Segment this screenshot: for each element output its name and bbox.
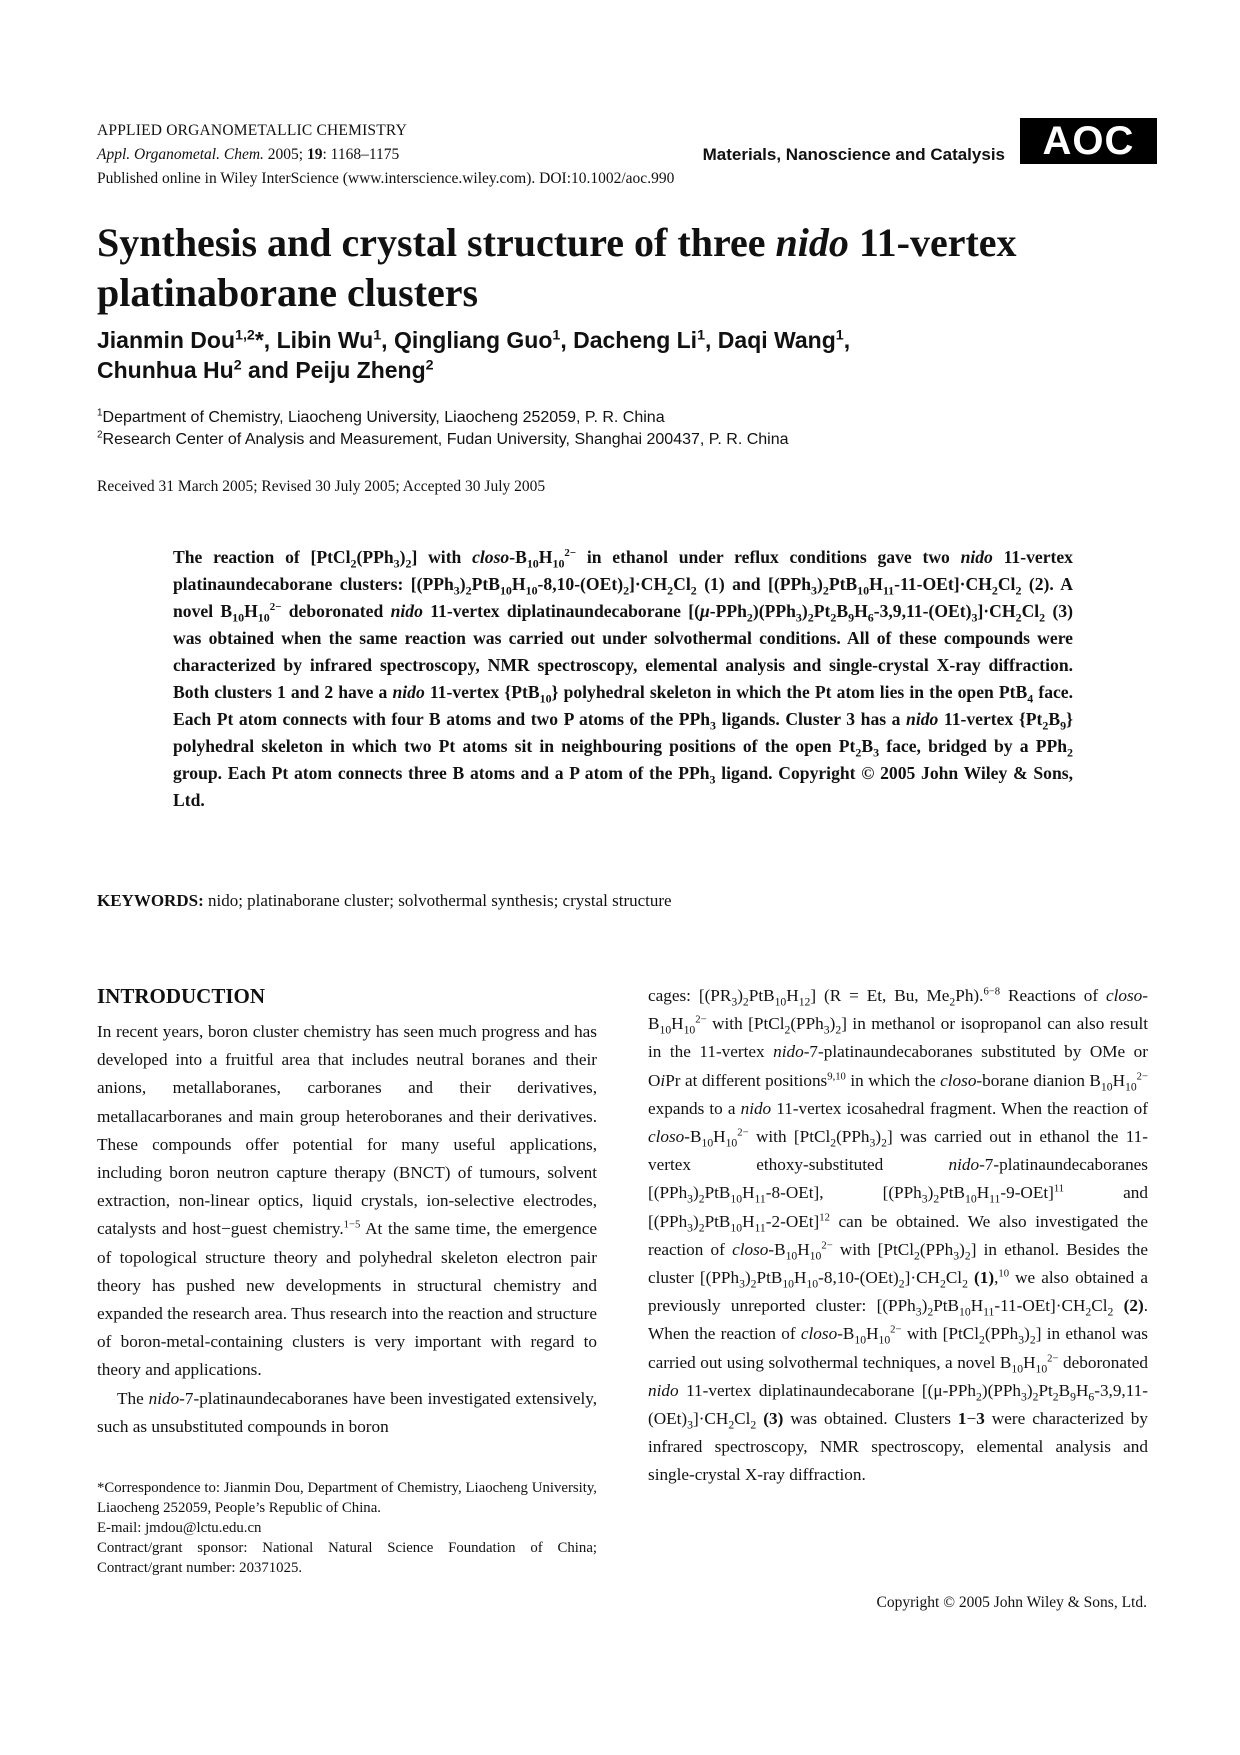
section-label: Materials, Nanoscience and Catalysis — [702, 145, 1005, 164]
correspondence: *Correspondence to: Jianmin Dou, Department of Chemistry, Liaocheng University, Liaocheng 252059, People’s Republic of China. — [97, 1480, 597, 1516]
intro-paragraph-2-cont: cages: $[(PR_3)_2PtB_{10}H_{12}] (R = Et$, Bu, $Me_2Ph).^{6-8}$ Reactions of closo-$B_{10}H_{10}^{2-}$ with $[PtCl_2(PPh_3)_2]$ in methanol or isopropanol can also result in the 11-vertex nido-7-platinaundecaboranes substituted by OMe or OiPr at different positions$^{9,10}$ in which the closo-borane dianion $B_{10}H_{10}^{2-}$ expands to a nido 11-vertex icosahedral fragment. When the reaction of closo-$B_{10}H_{10}^{2-}$ with $[PtCl_2(PPh_3)_2]$ was carried out in ethanol the 11-vertex ethoxy-substituted nido-7-platinaundecaboranes $[(PPh_3)_2PtB_{10}H_{11}-8-OEt]$, $[(PPh_3)_2PtB_{10}H_{11}-9-OEt]^{11}$ and $[(PPh_3)_2PtB_{10}H_{11}-2-OEt]^{12}$ can be obtained. We also investigated the reaction of closo-$B_{10}H_{10}^{2-}$ with $[PtCl_2(PPh_3)_2]$ in ethanol. Besides the cluster $[(PPh_3)_2PtB_{10}H_{10}-8,10-(OEt)_2]\cdot CH_2Cl_2$ (1),$^{10}$ we also obtained a previously unreported cluster: $[(PPh_3)_2PtB_{10}H_{11}-11-OEt]\cdot CH_2Cl_2$ (2). When the reaction of closo-$B_{10}H_{10}^{2-}$ with $[PtCl_2(PPh_3)_2]$ in ethanol was carried out using solvothermal techniques, a novel $B_{10}H_{10}^{2-}$ deboronated nido 11-vertex diplatinaundecaborane $[(\mu-PPh_2)(PPh_3)_2Pt_2B_9H_6-3,9,11-(OEt)_3]\cdot CH_2Cl_2$ (3) was obtained. Clusters 1−3 were characterized by infrared spectroscopy, NMR spectroscopy, elemental analysis and single-crystal X-ray diffraction. — [648, 986, 1149, 1485]
published-online: Published online in Wiley InterScience (www.interscience.wiley.com). DOI:10.1002/aoc.990 — [97, 170, 675, 187]
citation-volume: 19 — [306, 146, 323, 163]
section-heading: INTRODUCTION — [97, 984, 266, 1008]
masthead — [97, 119, 1157, 192]
affiliation-1: $^1$Department of Chemistry, Liaocheng University, Liaocheng 252059, P. R. China — [97, 407, 665, 426]
abstract: The reaction of $[PtCl_2(PPh_3)_2]$ with closo-$B_{10}H_{10}^{2-}$ in ethanol under reflux conditions gave two nido 11-vertex platinaundecaborane clusters: $[(PPh_3)_2PtB_{10}H_{10}-8,10-(OEt)_2]\cdot CH_2Cl_2$ (1) and $[(PPh_3)_2PtB_{10}H_{11}-11-OEt]\cdot CH_2Cl_2$ (2). A novel $B_{10}H_{10}^{2-}$ deboronated nido 11-vertex diplatinaundecaborane $[(\mu-PPh_2)(PPh_3)_2Pt_2B_9H_6-3,9,11-(OEt)_3]\cdot CH_2Cl_2$ (3) was obtained when the same reaction was carried out under solvothermal conditions. All of these compounds were characterized by infrared spectroscopy, NMR spectroscopy, elemental analysis and single-crystal X-ray diffraction. Both clusters 1 and 2 have a nido 11-vertex {PtB$_{10}$} polyhedral skeleton in which the Pt atom lies in the open PtB$_4$ face. Each Pt atom connects with four B atoms and two P atoms of the PPh$_3$ ligands. Cluster 3 has a nido 11-vertex $\{Pt_2B_9\}$ polyhedral skeleton in which two Pt atoms sit in neighbouring positions of the open $Pt_2B_3$ face, bridged by a PPh$_2$ group. Each Pt atom connects three B atoms and a P atom of the PPh$_3$ ligand. Copyright © 2005 John Wiley & Sons, Ltd. — [173, 547, 1074, 810]
footnote — [97, 1478, 597, 1578]
citation-year: 2005; — [267, 146, 307, 163]
citation — [97, 146, 399, 164]
author-name: Chunhua Hu — [97, 357, 234, 383]
citation-pages: : 1168–1175 — [322, 146, 400, 163]
copyright-footer: Copyright © 2005 John Wiley & Sons, Ltd. — [876, 1594, 1147, 1611]
author-name: Qingliang Guo — [393, 327, 553, 353]
author-list: Jianmin Dou$^{1,2}$*, Libin Wu$^1$, Qingliang Guo$^1$, Dacheng Li$^1$, Daqi Wang$^1$, Chunhua Hu$^2$ and Peiju Zheng$^2$ — [97, 327, 851, 383]
journal-logo: AOC — [1020, 118, 1157, 164]
author-name: Dacheng Li — [573, 327, 698, 353]
grant-info: Contract/grant sponsor: National Natural Science Foundation of China; Contract/grant number: 20371025. — [97, 1540, 597, 1576]
column-right — [648, 982, 1148, 1490]
citation-journal: Appl. Organometal. Chem. — [97, 146, 264, 163]
author-name: Libin Wu — [276, 327, 374, 353]
journal-name: APPLIED ORGANOMETALLIC CHEMISTRY — [97, 122, 407, 139]
email: E-mail: jmdou@lctu.edu.cn — [97, 1520, 262, 1536]
intro-paragraph-2: The nido-7-platinaundecaboranes have been investigated extensively, such as unsubstituted compounds in boron — [97, 1388, 597, 1436]
author-name: Daqi Wang — [717, 327, 836, 353]
column-left — [97, 982, 597, 1441]
article-dates: Received 31 March 2005; Revised 30 July 2005; Accepted 30 July 2005 — [97, 478, 546, 495]
affiliations — [97, 407, 789, 451]
article-title: Synthesis and crystal structure of three nido 11-vertex platinaborane clusters — [97, 220, 1017, 315]
keywords: KEYWORDS: nido; platinaborane cluster; solvothermal synthesis; crystal structure — [97, 891, 672, 910]
intro-paragraph-1: In recent years, boron cluster chemistry has seen much progress and has developed into a fruitful area that includes neutral boranes and their anions, metallaboranes, carboranes and their derivatives, metallacarboranes and main group heteroboranes and their derivatives. These compounds offer potential for many useful applications, including boron neutron capture therapy (BNCT) of tumours, solvent extraction, non-linear optics, liquid crystals, ion-selective electrodes, catalysts and host−guest chemistry.$^{1-5}$ At the same time, the emergence of topological structure theory and polyhedral skeleton electron pair theory has pushed new developments in structural chemistry and expanded the research area. Thus research into the reaction and structure of boron-metal-containing clusters is very important with regard to theory and applications. — [97, 1022, 597, 1380]
author-name: Jianmin Dou — [97, 327, 236, 353]
affiliation-2: $^2$Research Center of Analysis and Measurement, Fudan University, Shanghai 200437, P. R. China — [97, 429, 789, 448]
author-name: Peiju Zheng — [295, 357, 426, 383]
